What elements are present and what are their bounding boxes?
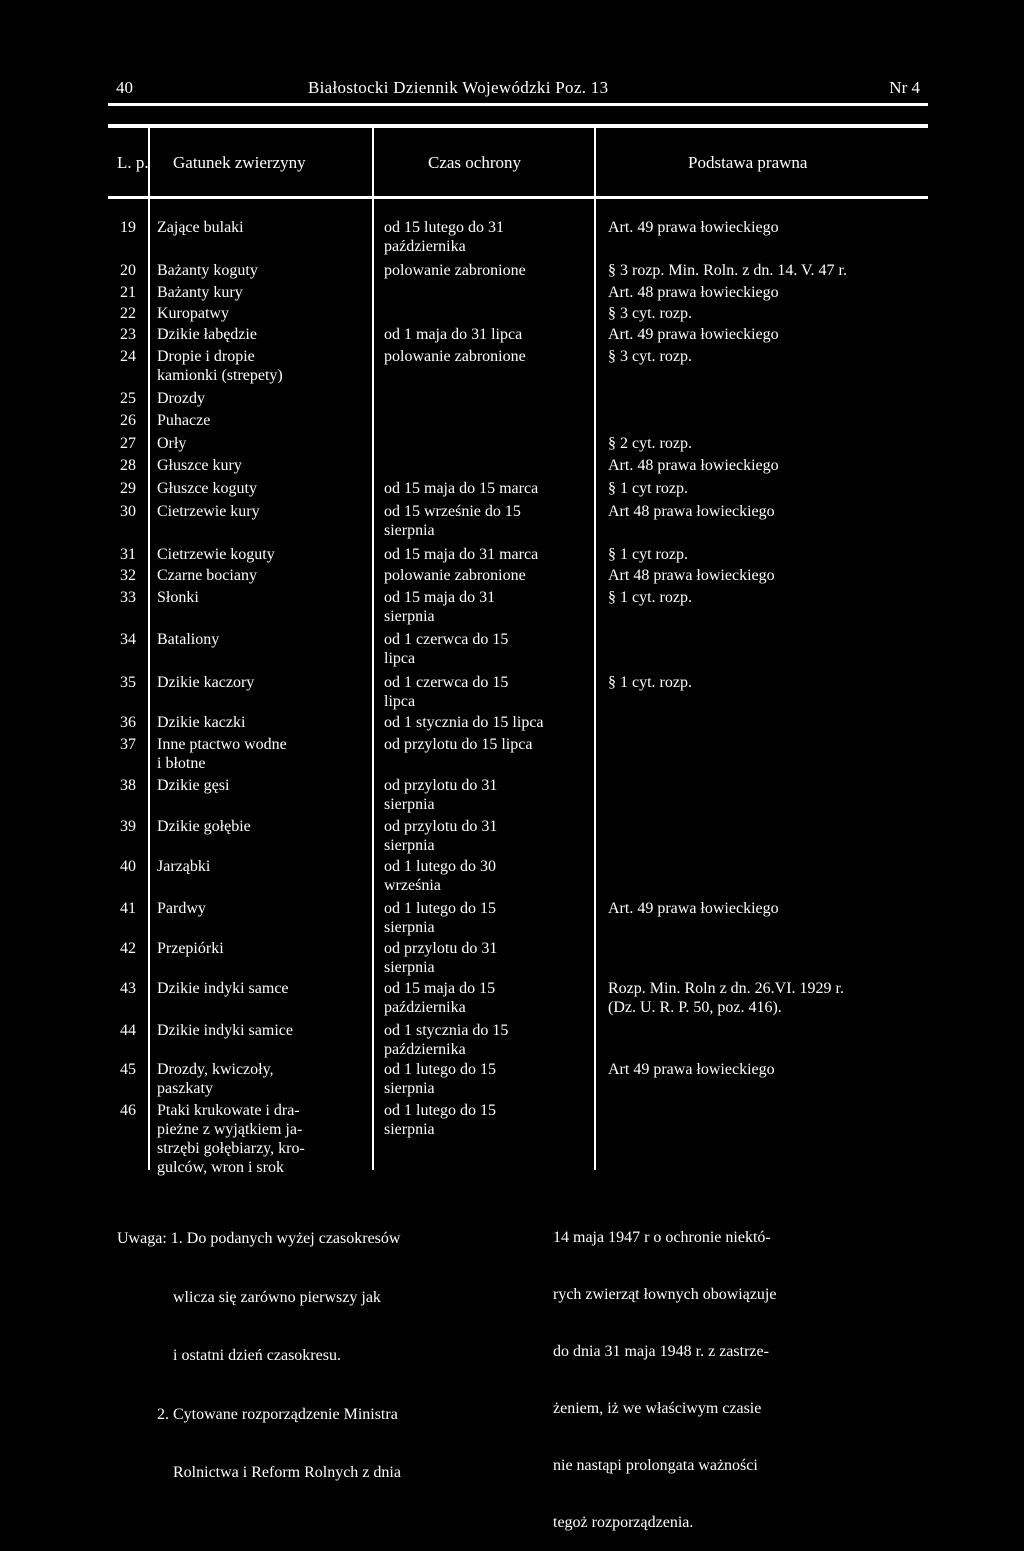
species-cell-line: paszkaty bbox=[157, 1080, 213, 1097]
row-number: 19 bbox=[120, 219, 136, 236]
species-cell-line: Drozdy, kwiczoły, bbox=[157, 1061, 274, 1078]
protection-time-cell-line: od 1 maja do 31 lipca bbox=[384, 326, 523, 343]
journal-title: Białostocki Dziennik Wojewódzki Poz. 13 bbox=[308, 78, 609, 97]
row-number: 33 bbox=[120, 589, 136, 606]
legal-basis-cell bbox=[608, 434, 692, 453]
protection-time-cell bbox=[384, 479, 538, 498]
species-cell-line: Inne ptactwo wodne bbox=[157, 736, 287, 753]
species-cell bbox=[157, 347, 283, 385]
protection-time-cell-line: od 1 czerwca do 15 bbox=[384, 674, 509, 691]
species-cell bbox=[157, 261, 258, 280]
row-number: 36 bbox=[120, 714, 136, 731]
legal-basis-cell-line: Art. 49 prawa łowieckiego bbox=[608, 900, 779, 917]
column-header-time: Czas ochrony bbox=[428, 153, 522, 172]
legal-basis-cell-line: Art 49 prawa łowieckiego bbox=[608, 1061, 775, 1078]
row-number: 45 bbox=[120, 1061, 136, 1078]
species-cell-line: Jarząbki bbox=[157, 858, 211, 875]
legal-basis-cell-line: § 1 cyt. rozp. bbox=[608, 589, 692, 606]
species-cell bbox=[157, 502, 260, 521]
species-cell-line: Cietrzewie koguty bbox=[157, 546, 275, 563]
legal-basis-cell-line: Art. 49 prawa łowieckiego bbox=[608, 219, 779, 236]
legal-basis-cell bbox=[608, 479, 688, 498]
column-header-basis: Podstawa prawna bbox=[688, 153, 808, 172]
row-number: 21 bbox=[120, 284, 136, 301]
row-number: 22 bbox=[120, 305, 136, 322]
legal-basis-cell-line: § 2 cyt. rozp. bbox=[608, 435, 692, 452]
species-cell-line: Dzikie indyki samice bbox=[157, 1022, 293, 1039]
species-cell bbox=[157, 857, 210, 876]
protection-time-cell-line: lipca bbox=[384, 650, 416, 667]
protection-time-cell-line: września bbox=[384, 877, 441, 894]
species-cell bbox=[157, 1060, 274, 1098]
protection-time-cell-line: od 15 maja do 15 marca bbox=[384, 480, 539, 497]
species-cell bbox=[157, 1101, 305, 1177]
species-cell bbox=[157, 939, 224, 958]
species-cell bbox=[157, 434, 186, 453]
protection-time-cell-line: sierpnia bbox=[384, 919, 435, 936]
protection-time-cell bbox=[384, 817, 497, 855]
row-number: 30 bbox=[120, 503, 136, 520]
protection-time-cell-line: od 15 maja do 15 bbox=[384, 980, 496, 997]
species-cell-line: Głuszce koguty bbox=[157, 480, 257, 497]
column-header-species: Gatunek zwierzyny bbox=[173, 153, 306, 172]
row-number: 24 bbox=[120, 348, 136, 365]
protection-time-cell-line: od 15 maja do 31 marca bbox=[384, 546, 539, 563]
species-cell bbox=[157, 545, 275, 564]
protection-time-cell bbox=[384, 979, 495, 1017]
species-cell-line: pieżne z wyjątkiem ja- bbox=[157, 1121, 303, 1138]
protection-time-cell bbox=[384, 1060, 496, 1098]
species-cell bbox=[157, 566, 257, 585]
species-cell bbox=[157, 325, 257, 344]
header-rule bbox=[108, 103, 928, 106]
table-top-rule bbox=[108, 124, 928, 128]
protection-time-cell-line: października bbox=[384, 238, 466, 255]
species-cell-line: Cietrzewie kury bbox=[157, 503, 260, 520]
protection-time-cell-line: od 1 lutego do 15 bbox=[384, 1061, 496, 1078]
note-line: i ostatni dzień czasokresu. bbox=[117, 1347, 341, 1364]
row-number: 29 bbox=[120, 480, 136, 497]
species-cell-line: Słonki bbox=[157, 589, 199, 606]
legal-basis-cell-line: § 3 cyt. rozp. bbox=[608, 305, 692, 322]
row-number: 44 bbox=[120, 1022, 136, 1039]
legal-basis-cell bbox=[608, 673, 692, 692]
row-number: 35 bbox=[120, 674, 136, 691]
protection-time-cell-line: od przylotu do 31 bbox=[384, 940, 498, 957]
row-number: 26 bbox=[120, 412, 136, 429]
legal-basis-cell bbox=[608, 545, 688, 564]
row-number: 27 bbox=[120, 435, 136, 452]
note-line: Uwaga: 1. Do podanych wyżej czasokresów bbox=[117, 1230, 401, 1247]
page-header bbox=[108, 78, 928, 102]
legal-basis-cell-line: Art. 49 prawa łowieckiego bbox=[608, 326, 779, 343]
species-cell-line: i błotne bbox=[157, 755, 206, 772]
protection-time-cell-line: od 1 lutego do 15 bbox=[384, 1102, 496, 1119]
legal-basis-cell-line: § 3 rozp. Min. Roln. z dn. 14. V. 47 r. bbox=[608, 262, 847, 279]
note-line: żeniem, iż we właściwym czasie bbox=[553, 1400, 762, 1417]
species-cell bbox=[157, 304, 229, 323]
row-number: 41 bbox=[120, 900, 136, 917]
species-cell bbox=[157, 588, 199, 607]
notes-left bbox=[117, 1190, 401, 1502]
row-number: 38 bbox=[120, 777, 136, 794]
row-number: 42 bbox=[120, 940, 136, 957]
protection-time-cell-line: sierpnia bbox=[384, 608, 435, 625]
species-cell-line: Dzikie kaczory bbox=[157, 674, 255, 691]
row-number: 31 bbox=[120, 546, 136, 563]
legal-basis-cell-line: Art 48 prawa łowieckiego bbox=[608, 567, 775, 584]
species-cell bbox=[157, 479, 257, 498]
note-line: do dnia 31 maja 1948 r. z zastrze- bbox=[553, 1343, 769, 1360]
species-cell bbox=[157, 218, 244, 237]
protection-time-cell-line: od przylotu do 15 lipca bbox=[384, 736, 533, 753]
column-divider-time bbox=[594, 126, 596, 1170]
protection-time-cell bbox=[384, 347, 526, 366]
note-line: wlicza się zarówno pierwszy jak bbox=[117, 1288, 381, 1306]
row-number: 40 bbox=[120, 858, 136, 875]
species-cell-line: Puhacze bbox=[157, 412, 211, 429]
species-cell bbox=[157, 1021, 293, 1040]
legal-basis-cell-line: Art. 48 prawa łowieckiego bbox=[608, 284, 779, 301]
species-cell-line: Bażanty koguty bbox=[157, 262, 258, 279]
species-cell-line: Ptaki krukowate i dra- bbox=[157, 1102, 300, 1119]
note-line: 14 maja 1947 r o ochronie niektó- bbox=[553, 1229, 771, 1246]
species-cell bbox=[157, 411, 210, 430]
legal-basis-cell bbox=[608, 502, 775, 521]
species-cell-line: Dzikie indyki samce bbox=[157, 980, 289, 997]
note-line: Rolnictwa i Reform Rolnych z dnia bbox=[117, 1464, 401, 1481]
protection-time-cell bbox=[384, 857, 496, 895]
species-cell-line: Bataliony bbox=[157, 631, 220, 648]
species-cell-line: Orły bbox=[157, 435, 187, 452]
species-cell-line: Dzikie łabędzie bbox=[157, 326, 257, 343]
protection-time-cell-line: sierpnia bbox=[384, 959, 435, 976]
species-cell bbox=[157, 817, 251, 836]
legal-basis-cell bbox=[608, 218, 779, 237]
protection-time-cell bbox=[384, 776, 497, 814]
legal-basis-cell-line: § 1 cyt. rozp. bbox=[608, 674, 692, 691]
protection-time-cell-line: od 1 stycznia do 15 bbox=[384, 1022, 509, 1039]
table-header-rule bbox=[108, 196, 928, 199]
species-cell bbox=[157, 735, 287, 773]
legal-basis-cell-line: Art 48 prawa łowieckiego bbox=[608, 503, 775, 520]
protection-time-cell-line: od 15 lutego do 31 bbox=[384, 219, 504, 236]
species-cell bbox=[157, 776, 229, 795]
legal-basis-cell-line: § 3 cyt. rozp. bbox=[608, 348, 692, 365]
protection-time-cell bbox=[384, 1101, 496, 1139]
legal-basis-cell bbox=[608, 304, 692, 323]
protection-time-cell bbox=[384, 545, 538, 564]
species-cell-line: strzębi gołębiarzy, kro- bbox=[157, 1140, 305, 1157]
species-cell bbox=[157, 673, 254, 692]
note-line: nie nastąpi prolongata ważności bbox=[553, 1457, 758, 1474]
species-cell bbox=[157, 630, 219, 649]
protection-time-cell bbox=[384, 261, 526, 280]
species-cell-line: Dzikie gęsi bbox=[157, 777, 230, 794]
protection-time-cell bbox=[384, 325, 522, 344]
legal-basis-cell bbox=[608, 325, 779, 344]
protection-time-cell bbox=[384, 673, 508, 711]
species-cell bbox=[157, 713, 245, 732]
row-number: 34 bbox=[120, 631, 136, 648]
column-divider-species bbox=[372, 126, 374, 1170]
species-cell-line: Głuszce kury bbox=[157, 457, 242, 474]
protection-time-cell-line: od przylotu do 31 bbox=[384, 818, 498, 835]
species-cell bbox=[157, 456, 242, 475]
species-cell bbox=[157, 389, 205, 408]
protection-time-cell-line: lipca bbox=[384, 693, 416, 710]
protection-time-cell-line: sierpnia bbox=[384, 1121, 435, 1138]
row-number: 37 bbox=[120, 736, 136, 753]
legal-basis-cell bbox=[608, 283, 779, 302]
species-cell-line: Kuropatwy bbox=[157, 305, 229, 322]
species-cell-line: gulców, wron i srok bbox=[157, 1159, 284, 1176]
species-cell-line: Pardwy bbox=[157, 900, 206, 917]
species-cell bbox=[157, 979, 289, 998]
protection-time-cell bbox=[384, 588, 495, 626]
protection-time-cell-line: października bbox=[384, 999, 466, 1016]
row-number: 46 bbox=[120, 1102, 136, 1119]
protection-time-cell-line: od 1 stycznia do 15 lipca bbox=[384, 714, 544, 731]
legal-basis-cell bbox=[608, 456, 779, 475]
protection-time-cell bbox=[384, 713, 544, 732]
protection-time-cell-line: października bbox=[384, 1041, 466, 1058]
protection-time-cell bbox=[384, 218, 504, 256]
legal-basis-cell bbox=[608, 566, 775, 585]
legal-basis-cell bbox=[608, 979, 844, 1017]
legal-basis-cell bbox=[608, 588, 692, 607]
column-header-lp: L. p. bbox=[117, 153, 149, 172]
species-cell-line: Bażanty kury bbox=[157, 284, 243, 301]
issue-number: Nr 4 bbox=[889, 78, 920, 97]
protection-time-cell-line: sierpnia bbox=[384, 1080, 435, 1097]
legal-basis-cell bbox=[608, 347, 692, 366]
protection-time-cell-line: od 1 lutego do 30 bbox=[384, 858, 496, 875]
protection-time-cell-line: od 15 wrześnie do 15 bbox=[384, 503, 521, 520]
protection-time-cell bbox=[384, 899, 496, 937]
page-number: 40 bbox=[116, 78, 133, 97]
species-cell-line: Dzikie kaczki bbox=[157, 714, 246, 731]
legal-basis-cell-line: (Dz. U. R. P. 50, poz. 416). bbox=[608, 999, 782, 1016]
species-cell-line: Zające bulaki bbox=[157, 219, 244, 236]
species-cell-line: Przepiórki bbox=[157, 940, 224, 957]
row-number: 43 bbox=[120, 980, 136, 997]
note-line: tegoż rozporządzenia. bbox=[553, 1514, 694, 1531]
protection-time-cell-line: od 1 czerwca do 15 bbox=[384, 631, 509, 648]
species-cell-line: Czarne bociany bbox=[157, 567, 257, 584]
species-cell-line: Drozdy bbox=[157, 390, 205, 407]
legal-basis-cell bbox=[608, 261, 847, 280]
protection-time-cell bbox=[384, 630, 508, 668]
legal-basis-cell bbox=[608, 899, 779, 918]
note-line: rych zwierząt łownych obowiązuje bbox=[553, 1286, 777, 1303]
protection-time-cell-line: polowanie zabronione bbox=[384, 348, 526, 365]
species-cell-line: Dzikie gołębie bbox=[157, 818, 251, 835]
species-cell-line: kamionki (strepety) bbox=[157, 367, 283, 384]
row-number: 23 bbox=[120, 326, 136, 343]
row-number: 20 bbox=[120, 262, 136, 279]
row-number: 39 bbox=[120, 818, 136, 835]
protection-time-cell-line: od przylotu do 31 bbox=[384, 777, 498, 794]
species-cell-line: Dropie i dropie bbox=[157, 348, 255, 365]
protection-time-cell-line: sierpnia bbox=[384, 837, 435, 854]
legal-basis-cell-line: § 1 cyt rozp. bbox=[608, 546, 688, 563]
protection-time-cell-line: od 15 maja do 31 bbox=[384, 589, 496, 606]
legal-basis-cell bbox=[608, 1060, 775, 1079]
notes-right bbox=[553, 1190, 776, 1551]
note-line: 2. Cytowane rozporządzenie Ministra bbox=[117, 1405, 398, 1423]
row-number: 28 bbox=[120, 457, 136, 474]
legal-basis-cell-line: Rozp. Min. Roln z dn. 26.VI. 1929 r. bbox=[608, 980, 844, 997]
column-divider-lp bbox=[148, 126, 150, 1170]
row-number: 32 bbox=[120, 567, 136, 584]
protection-time-cell bbox=[384, 1021, 508, 1059]
species-cell bbox=[157, 283, 243, 302]
legal-basis-cell-line: Art. 48 prawa łowieckiego bbox=[608, 457, 779, 474]
protection-time-cell-line: polowanie zabronione bbox=[384, 262, 526, 279]
row-number: 25 bbox=[120, 390, 136, 407]
protection-time-cell-line: sierpnia bbox=[384, 522, 435, 539]
protection-time-cell bbox=[384, 566, 526, 585]
legal-basis-cell-line: § 1 cyt rozp. bbox=[608, 480, 688, 497]
protection-time-cell bbox=[384, 939, 497, 977]
protection-time-cell-line: polowanie zabronione bbox=[384, 567, 526, 584]
species-cell bbox=[157, 899, 206, 918]
protection-time-cell-line: od 1 lutego do 15 bbox=[384, 900, 496, 917]
protection-time-cell bbox=[384, 735, 532, 754]
protection-time-cell bbox=[384, 502, 521, 540]
protection-time-cell-line: sierpnia bbox=[384, 796, 435, 813]
